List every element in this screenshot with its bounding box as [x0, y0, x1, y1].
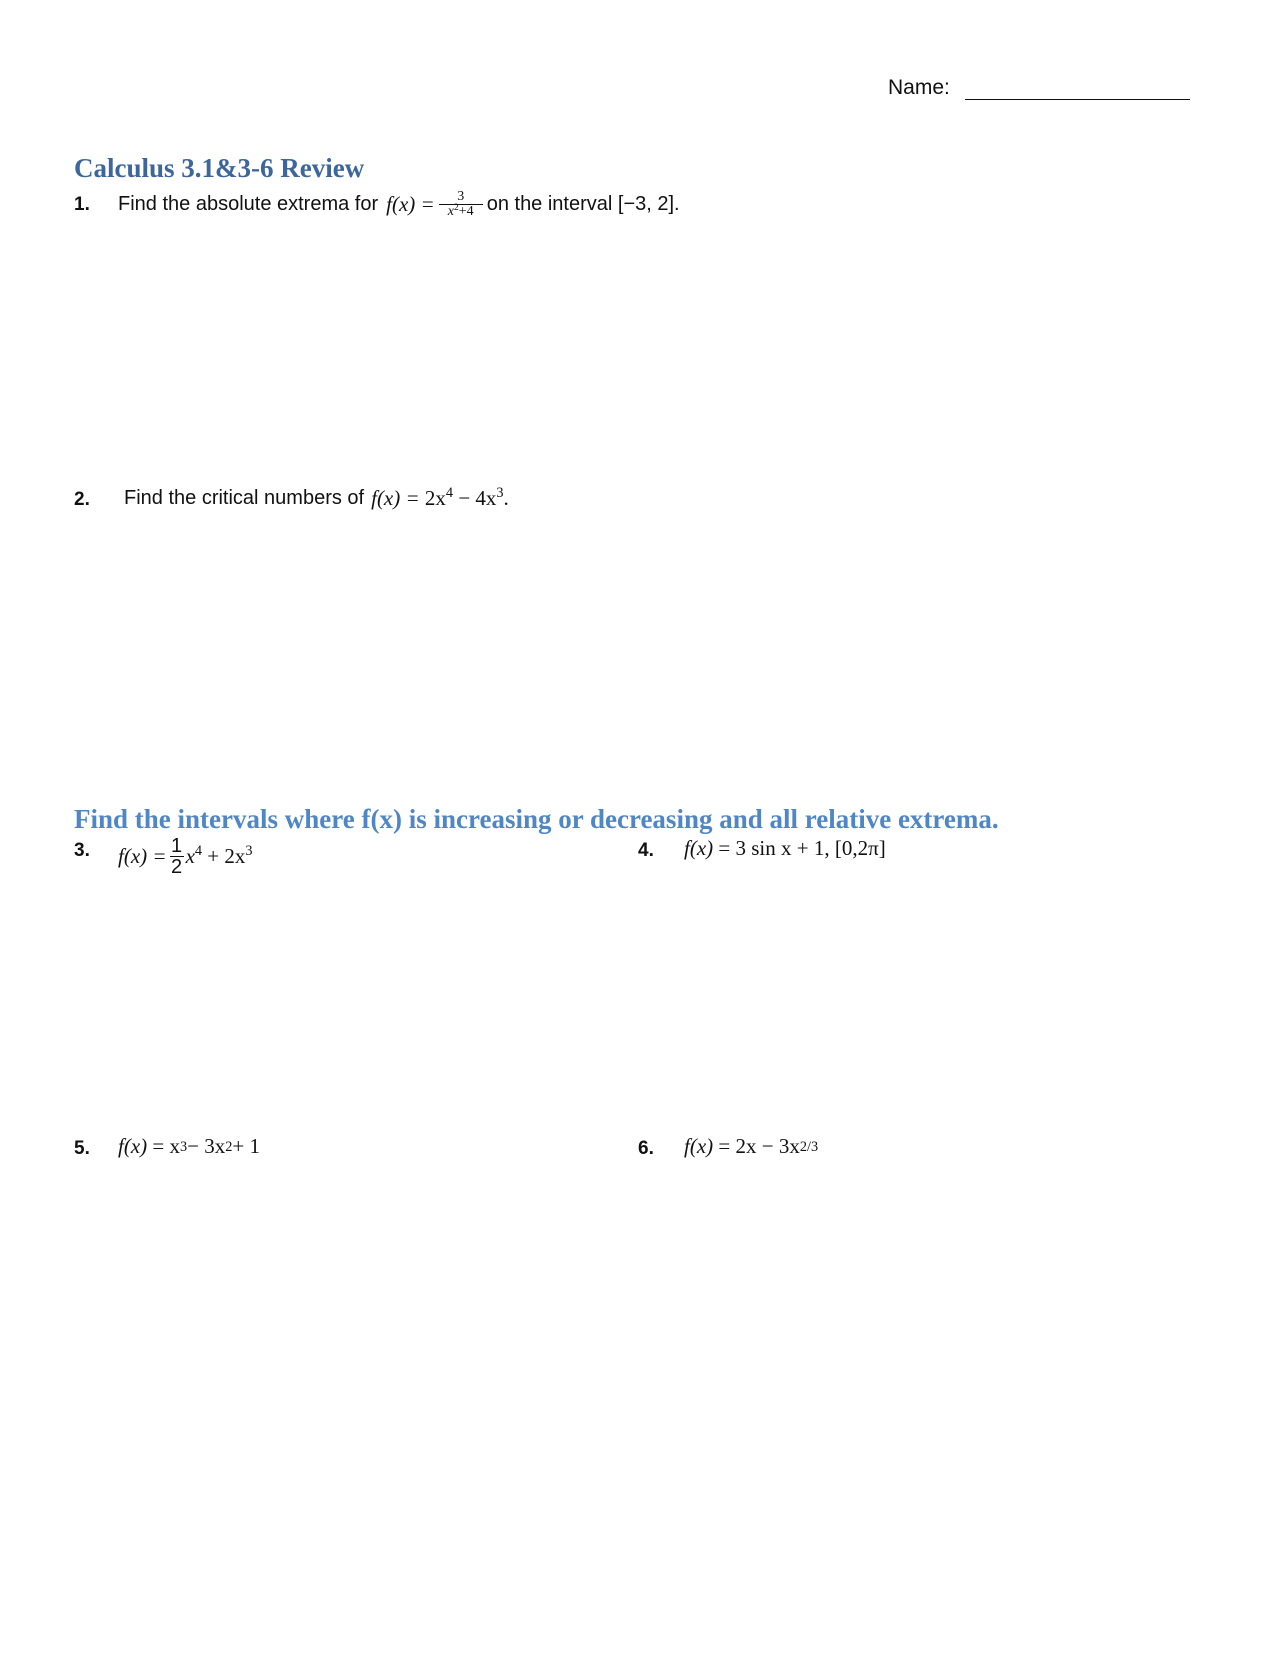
q5-mid: − 3x — [187, 1134, 226, 1158]
q2-exp2: 3 — [496, 485, 504, 502]
q3-rest: + 2x — [202, 844, 246, 868]
q1-den-rest: +4 — [458, 204, 474, 219]
q6-eq: = 2x − 3x — [718, 1134, 800, 1158]
name-label: Name: — [888, 76, 950, 99]
q1-f-lhs: f(x) = — [386, 192, 435, 216]
section-heading: Find the intervals where f(x) is increasing or decreasing and all relative extrema. — [74, 804, 999, 834]
q3-denominator: 2 — [171, 856, 183, 878]
q2-number: 2. — [74, 489, 90, 510]
q5-number: 5. — [74, 1138, 90, 1159]
q2-minus: − 4x — [453, 486, 497, 510]
q6-number: 6. — [638, 1138, 654, 1159]
q4-f-lhs: f(x) — [684, 836, 714, 860]
q6-expression: f(x) = 2x − 3x 2/3 — [684, 1134, 819, 1158]
name-line[interactable] — [965, 99, 1190, 100]
q3-expression — [118, 836, 253, 877]
q3-exp2: 3 — [245, 843, 253, 860]
q5-expression: f(x) = x 3 − 3x 2 + 1 — [118, 1134, 260, 1158]
q3-numerator: 1 — [171, 835, 183, 857]
q3-exp1: 4 — [194, 843, 203, 860]
q3-fraction — [170, 836, 184, 877]
q4-number: 4. — [638, 840, 654, 861]
q1-fraction — [439, 190, 483, 219]
q4-rhs: = 3 sin x + 1, [0,2π] — [718, 836, 886, 860]
q6-f-lhs: f(x) — [684, 1134, 714, 1158]
q3-number: 3. — [74, 840, 90, 861]
q2-text — [124, 486, 509, 511]
q4-expression — [684, 836, 886, 861]
q1-text — [118, 190, 680, 219]
q2-period: . — [503, 486, 509, 510]
q5-f-lhs: f(x) — [118, 1134, 148, 1158]
q3-term1: x — [185, 844, 195, 868]
q5-eq: = x — [152, 1134, 180, 1158]
q2-term1: 2x — [424, 486, 446, 510]
q1-den-var: x — [447, 204, 454, 219]
q1-text-after: on the interval [−3, 2]. — [486, 193, 680, 215]
q1-numerator: 3 — [457, 189, 465, 204]
q1-number: 1. — [74, 194, 90, 215]
q1-text-before: Find the absolute extrema for — [118, 193, 379, 215]
q2-prompt: Find the critical numbers of — [124, 487, 365, 509]
q5-tail: + 1 — [232, 1134, 260, 1158]
q2-f-lhs: f(x) = — [371, 486, 420, 510]
q2-exp1: 4 — [445, 485, 454, 502]
q1-den-exp: 2 — [453, 202, 459, 213]
q3-f-lhs: f(x) = — [118, 844, 167, 868]
page-title: Calculus 3.1&3-6 Review — [74, 153, 365, 183]
